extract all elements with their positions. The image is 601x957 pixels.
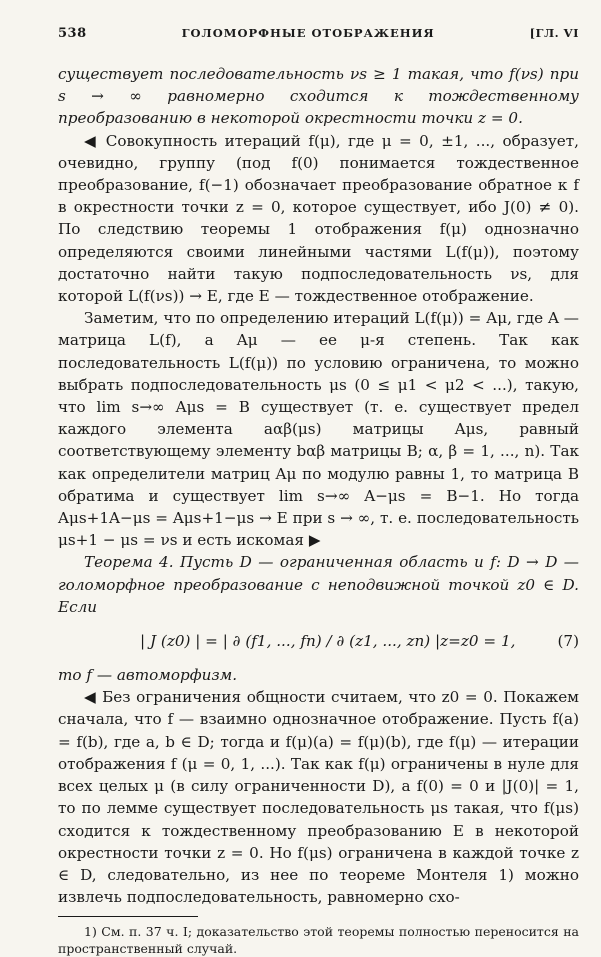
footnote-divider — [58, 916, 198, 917]
formula-7-number: (7) — [557, 632, 579, 651]
running-header — [58, 26, 579, 41]
footnote: 1) См. п. 37 ч. I; доказательство этой теоремы полностью переносится на пространственный случай. — [58, 924, 579, 957]
theorem-4-conclusion: то f — автоморфизм. — [58, 666, 238, 685]
formula-7 — [58, 618, 579, 664]
chapter-label: [ГЛ. VI — [529, 26, 579, 40]
formula-7-expression: | J (z0) | = | ∂ (f1, ..., fn) / ∂ (z1, ..., zn) |z=z0 = 1, — [140, 632, 516, 651]
paragraph-lemma-end: существует последовательность νs ≥ 1 такая, что f(νs) при s → ∞ равномерно сходится к тождественному преобразованию в некоторой окрестности точки z = 0. — [58, 65, 579, 128]
paragraph-proof-theorem-4: ◀ Без ограничения общности считаем, что z0 = 0. Покажем сначала, что f — взаимно однозначное отображение. Пусть f(a) = f(b), где a, b ∈ D; тогда и f(μ)(a) = f(μ)(b), где f(μ) — итерации отображения f (μ = 0, 1, ...). Так как f(μ) ограничены в нуле для всех целых μ (в силу ограниченности D), а f(0) = 0 и |J(0)| = 1, то по лемме существует последовательность μs такая, что f(μs) сходится к тождественному преобразованию E в некоторой окрестности точки z = 0. Но f(μs) ограничена в каждой точке z ∈ D, следовательно, из нее по теореме Монтеля 1) можно извлечь подпоследовательность, равномерно схо- — [58, 688, 579, 907]
paragraph-iterations: Заметим, что по определению итераций L(f(μ)) = Aμ, где A — матрица L(f), а Aμ — ее μ-я степень. Так как последовательность L(f(μ)) по условию ограничена, то можно выбрать подпоследовательность μs (0 ≤ μ1 < μ2 < ...), такую, что lim s→∞ Aμs = B существует (т. е. существует предел каждого элемента aαβ(μs) матрицы Aμs, равный соответствующему элементу bαβ матрицы B; α, β = 1, ..., n). Так как определители матриц Aμ по модулю равны 1, то матрица B обратима и существует lim s→∞ A−μs = B−1. Но тогда Aμs+1A−μs = Aμs+1−μs → E при s → ∞, т. е. последовательность μs+1 − μs = νs и есть искомая ▶ — [58, 309, 579, 550]
running-title: ГОЛОМОРФНЫЕ ОТОБРАЖЕНИЯ — [181, 26, 435, 40]
page-number: 538 — [58, 26, 87, 41]
theorem-4-statement: Теорема 4. Пусть D — ограниченная область и f: D → D — голоморфное преобразование с неподвижной точкой z0 ∈ D. Если — [58, 553, 579, 616]
paragraph-proof-lemma: ◀ Совокупность итераций f(μ), где μ = 0, ±1, ..., образует, очевидно, группу (под f(0) понимается тождественное преобразование, f(−1) обозначает преобразование обратное к f в окрестности точки z = 0, которое существует, ибо J(0) ≠ 0). По следствию теоремы 1 отображения f(μ) однозначно определяются своими линейными частями L(f(μ)), поэтому достаточно найти такую подпоследовательность νs, для которой L(f(νs)) → E, где E — тождественное отображение. — [58, 131, 579, 306]
